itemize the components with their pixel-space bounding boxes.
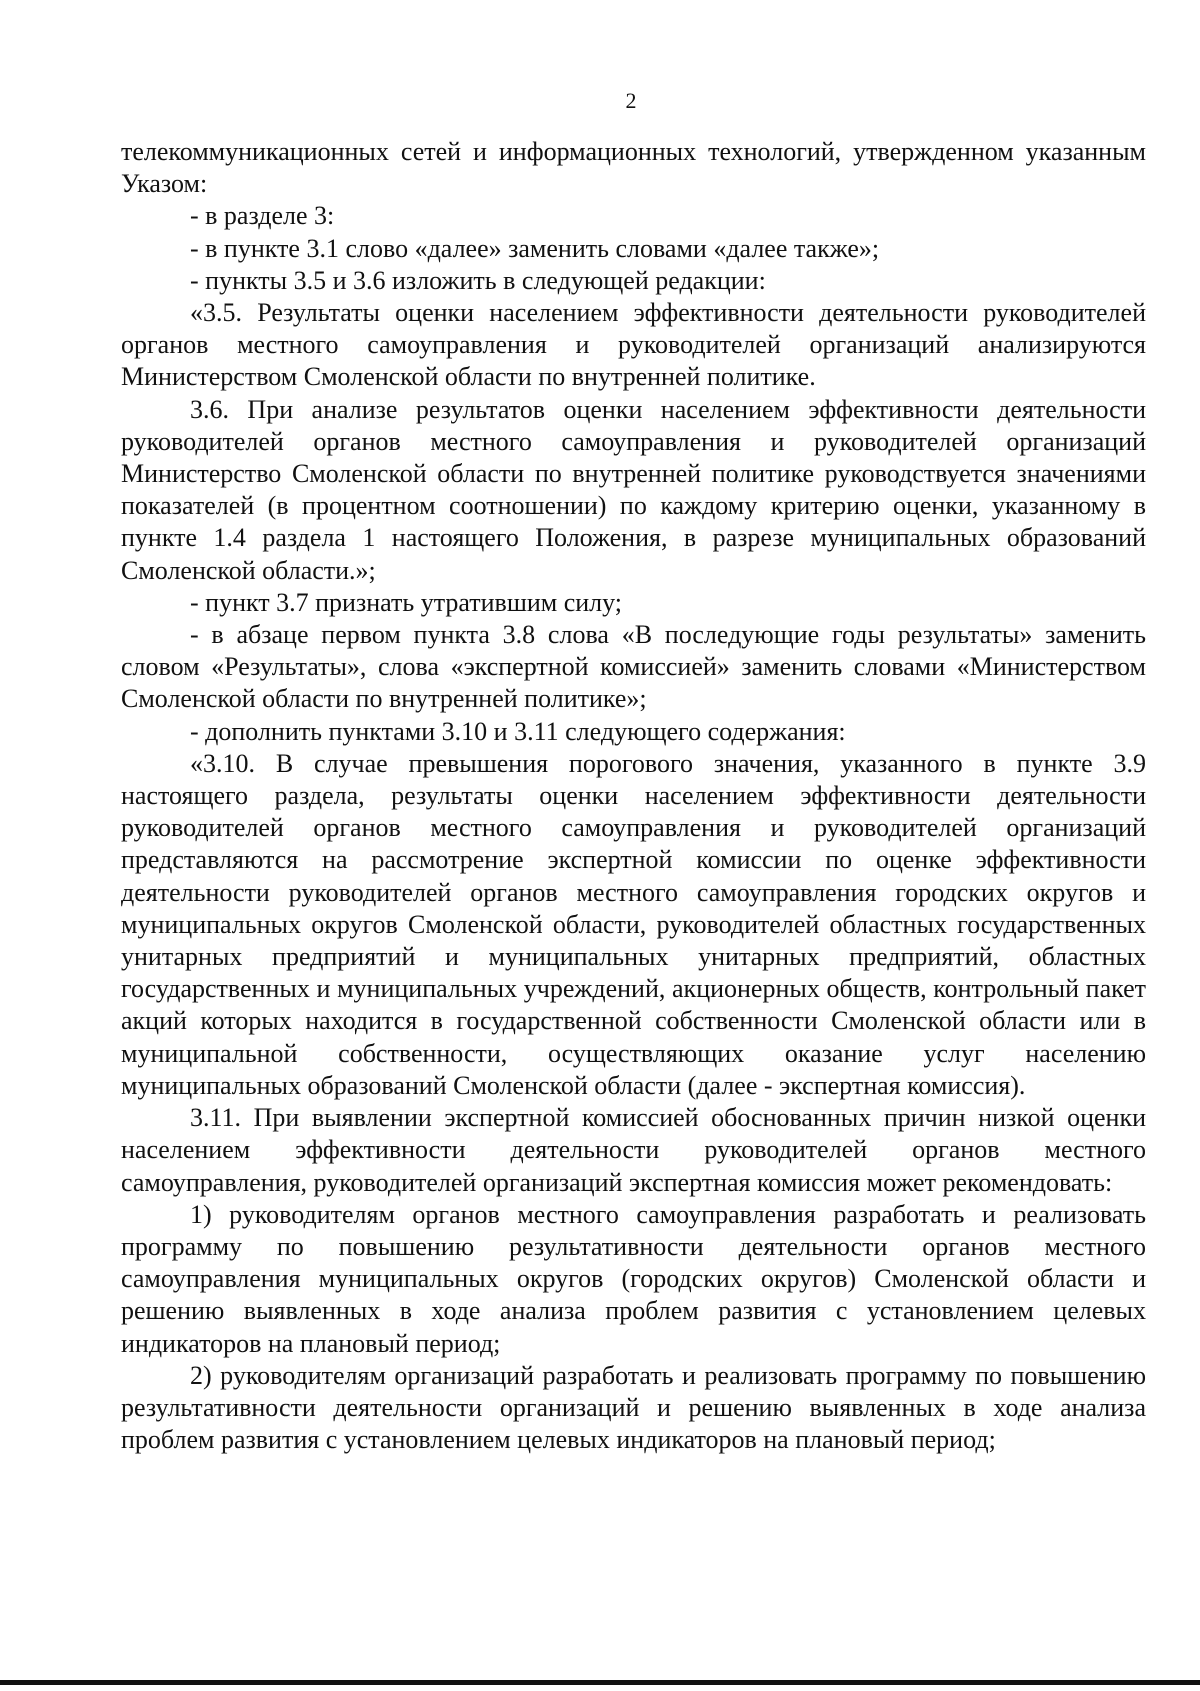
paragraph-clause-3-10: «3.10. В случае превышения порогового значения, указанного в пункте 3.9 настоящего раздела, результаты оценки населением эффективности деятельности руководителей органов местного самоуправления и руководителей организаций представляются на рассмотрение экспертной комиссии по оценке эффективности деятельности руководителей органов местного самоуправления городских округов и муниципальных округов Смоленской области, руководителей областных государственных унитарных предприятий и муниципальных унитарных предприятий, областных государственных и муниципальных учреждений, акционерных обществ, контрольный пакет акций которых находится в государственной собственности Смоленской области или в муниципальной собственности, осуществляющих оказание услуг населению муниципальных образований Смоленской области (далее - экспертная комиссия). xyxy=(121,748,1146,1100)
paragraph-clause-3-6: 3.6. При анализе результатов оценки населением эффективности деятельности руководителей органов местного самоуправления и руководителей организаций Министерство Смоленской области по внутренней политике руководствуется значениями показателей (в процентном соотношении) по каждому критерию оценки, указанному в пункте 1.4 раздела 1 настоящего Положения, в разрезе муниципальных образований Смоленской области.»; xyxy=(121,394,1146,585)
paragraph-item-3-8: - в абзаце первом пункта 3.8 слова «В последующие годы результаты» заменить словом «Результаты», слова «экспертной комиссией» заменить словами «Министерством Смоленской области по внутренней политике»; xyxy=(121,620,1146,714)
paragraph-continuation: телекоммуникационных сетей и информационных технологий, утвержденном указанным Указом: xyxy=(121,137,1146,199)
document-body xyxy=(121,136,1146,1456)
paragraph-item-3-7: - пункт 3.7 признать утратившим силу; xyxy=(190,587,623,617)
paragraph-items-3-5-3-6: - пункты 3.5 и 3.6 изложить в следующей редакции: xyxy=(190,265,766,295)
paragraph-recommendation-1: 1) руководителям органов местного самоуправления разработать и реализовать программу по повышению результативности деятельности органов местного самоуправления муниципальных округов (городских округов) Смоленской области и решению выявленных в ходе анализа проблем развития с установлением целевых индикаторов на плановый период; xyxy=(121,1199,1146,1358)
paragraph-section-3: - в разделе 3: xyxy=(190,201,335,231)
paragraph-recommendation-2: 2) руководителям организаций разработать и реализовать программу по повышению результативности деятельности организаций и решению выявленных в ходе анализа проблем развития с установлением целевых индикаторов на плановый период; xyxy=(121,1360,1146,1455)
paragraph-clause-3-5: «3.5. Результаты оценки населением эффективности деятельности руководителей органов местного самоуправления и руководителей организаций анализируются Министерством Смоленской области по внутренней политике. xyxy=(121,298,1146,392)
paragraph-clause-3-11: 3.11. При выявлении экспертной комиссией обоснованных причин низкой оценки населением эффективности деятельности руководителей органов местного самоуправления, руководителей организаций экспертная комиссия может рекомендовать: xyxy=(121,1103,1146,1197)
page-number: 2 xyxy=(625,88,637,113)
paragraph-item-3-1: - в пункте 3.1 слово «далее» заменить словами «далее также»; xyxy=(190,233,880,263)
paragraph-add-items: - дополнить пунктами 3.10 и 3.11 следующего содержания: xyxy=(190,716,846,746)
bottom-scan-border xyxy=(0,1680,1200,1685)
